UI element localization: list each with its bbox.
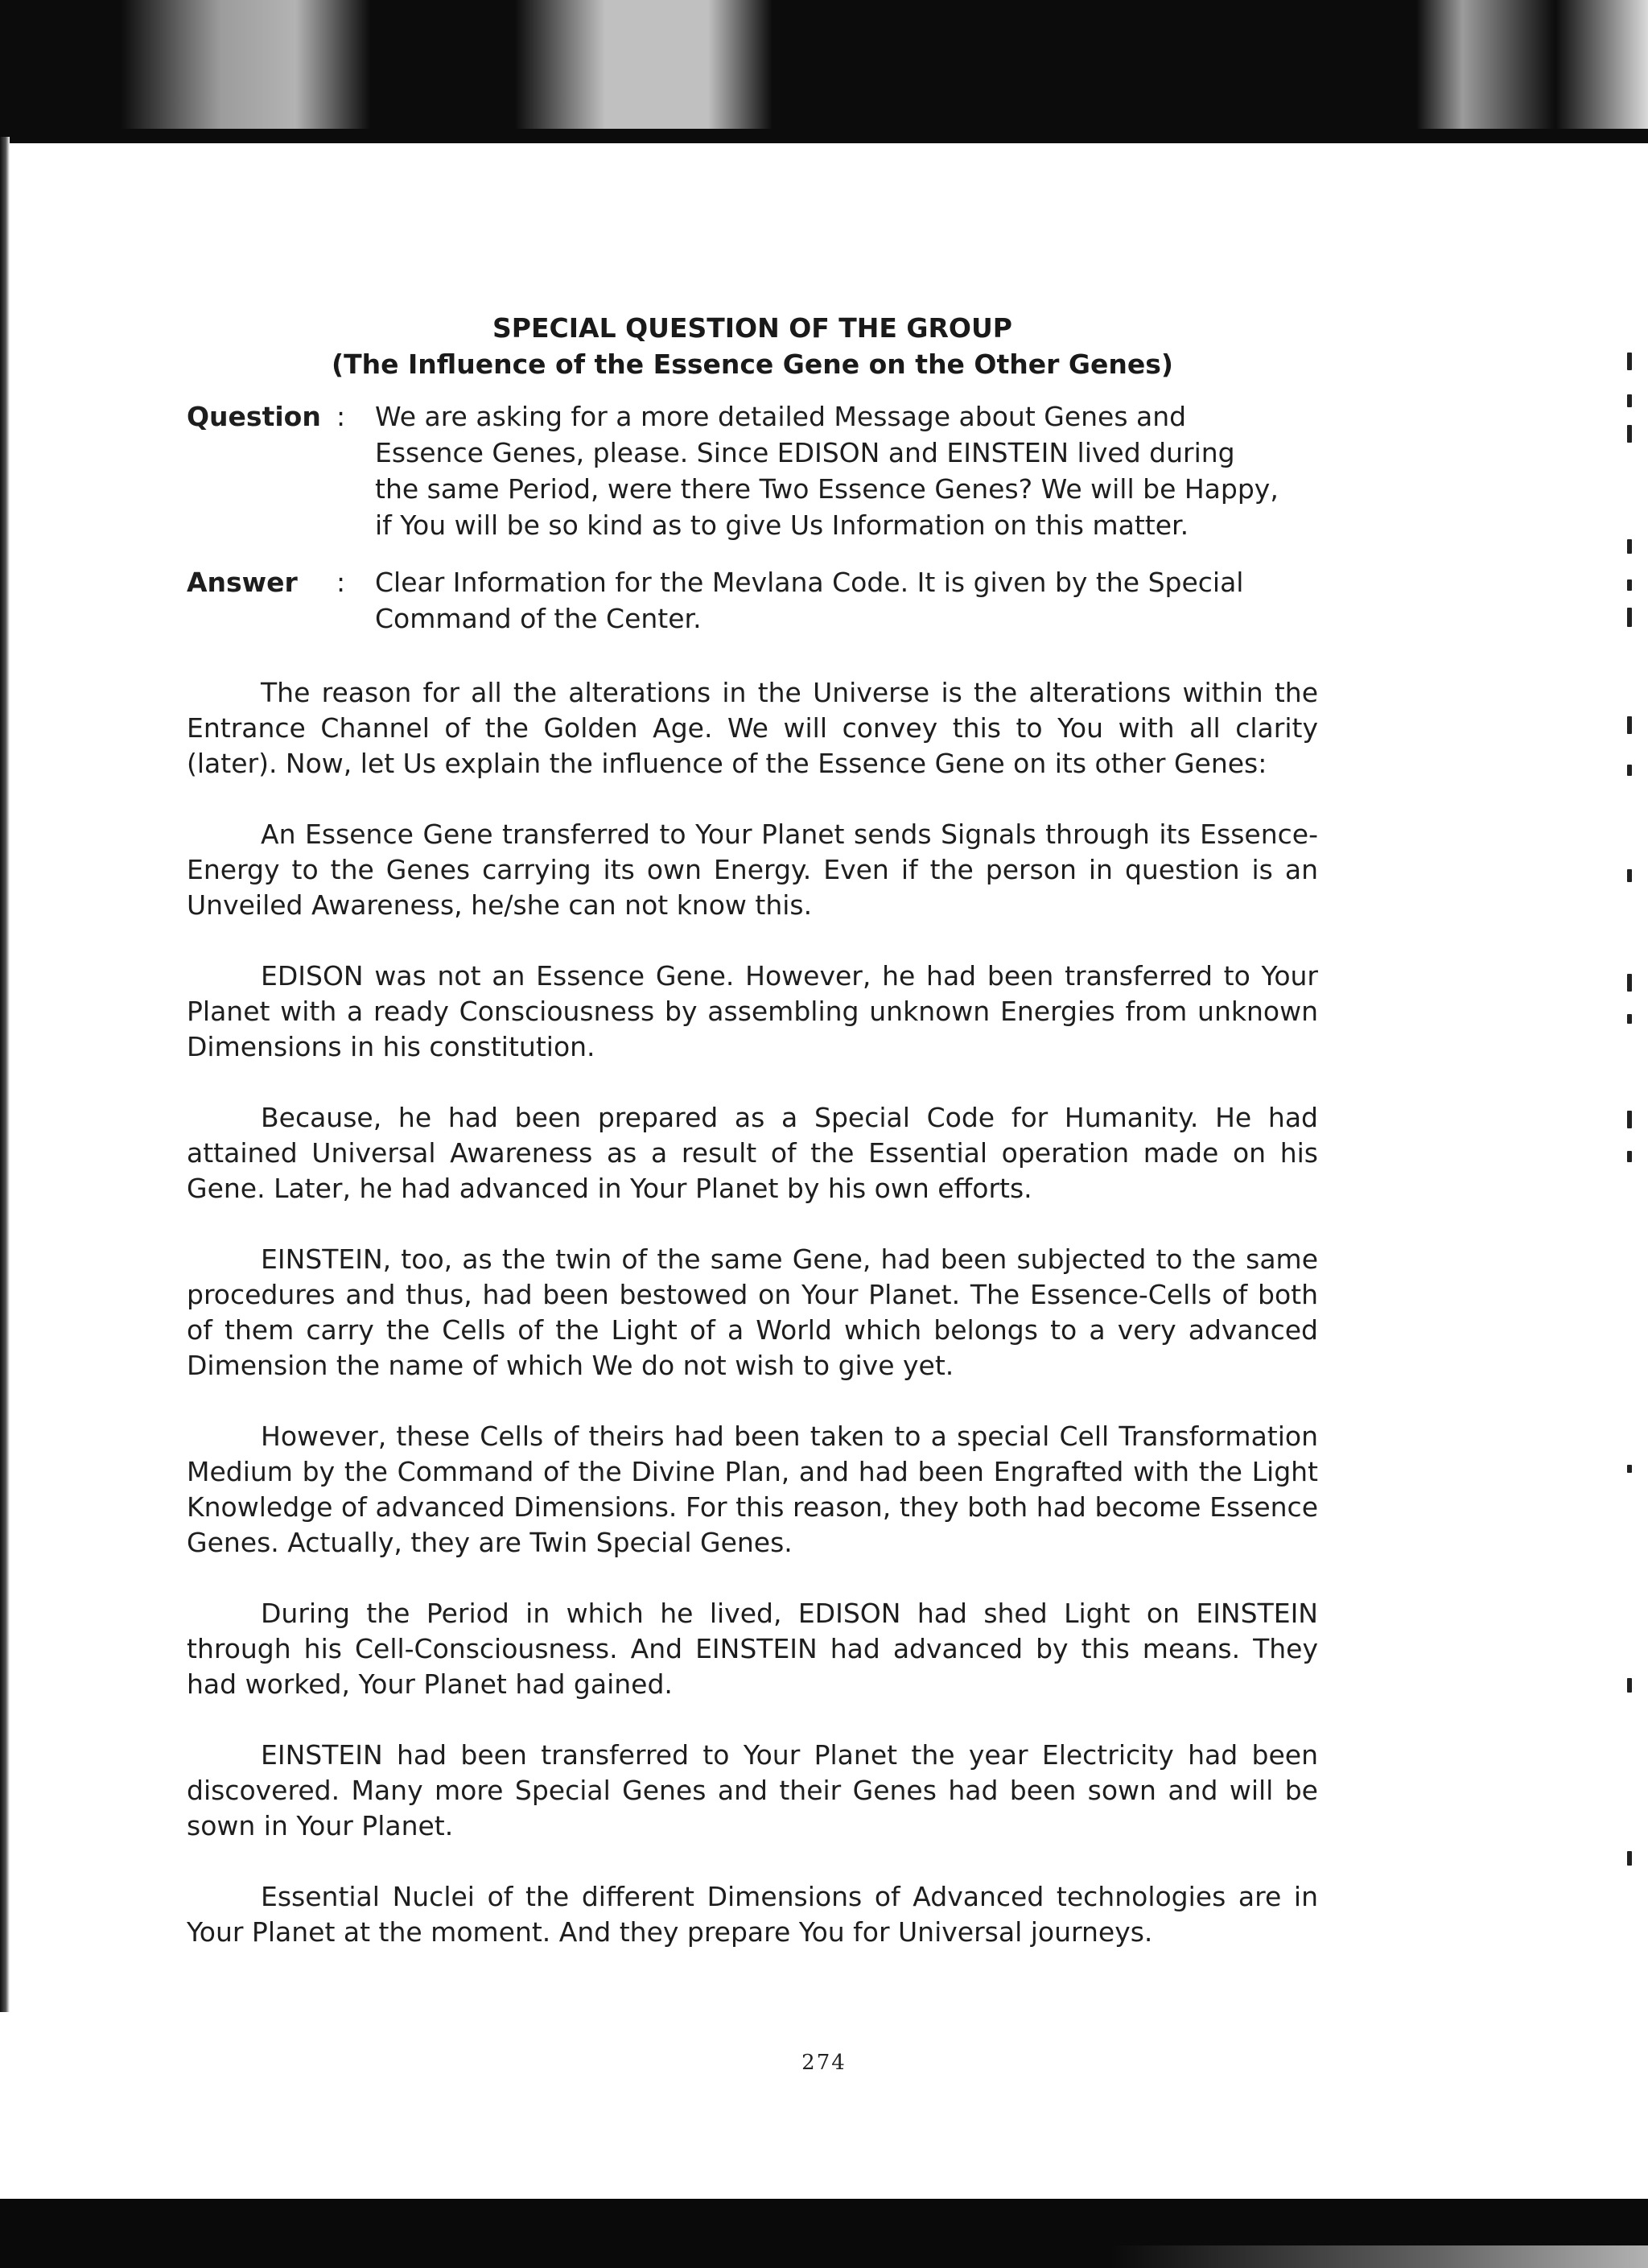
scan-bottom-fade (1110, 2245, 1648, 2268)
page-content (187, 310, 1318, 1986)
edge-mark (1627, 1465, 1632, 1473)
answer-label: Answer (187, 567, 298, 598)
edge-mark (1627, 608, 1632, 627)
scan-glare-right (1416, 0, 1648, 129)
edge-mark (1627, 765, 1632, 776)
heading-subtitle: (The Influence of the Essence Gene on the Other Genes) (332, 348, 1173, 380)
edge-mark (1627, 716, 1632, 734)
body-paragraph: However, these Cells of theirs had been taken to a special Cell Transformation Medium by the Command of the Divine Plan, and had been Engrafted with the Light Knowledge of advanced Dimensions. For this reason, they both had become Essence Genes. Actually, they are Twin Special Genes. (187, 1421, 1318, 1558)
edge-mark (1627, 869, 1632, 882)
edge-mark (1627, 539, 1632, 554)
edge-mark (1627, 353, 1632, 370)
edge-mark (1627, 394, 1632, 407)
scan-glare-left (121, 0, 370, 129)
body-paragraph: EDISON was not an Essence Gene. However, he had been transferred to Your Planet with a ready Consciousness by assembling unknown Energies from unknown Dimensions in his constitution. (187, 960, 1318, 1062)
scan-left-edge (0, 137, 10, 2012)
answer-colon: : (336, 567, 346, 598)
page-number: 274 (801, 2051, 847, 2075)
heading-title: SPECIAL QUESTION OF THE GROUP (492, 312, 1012, 344)
answer-label-cell (187, 564, 348, 637)
edge-mark (1627, 1014, 1632, 1024)
edge-mark (1627, 1678, 1632, 1693)
question-text: We are asking for a more detailed Message about Genes and Essence Genes, please. Since EDISON and EINSTEIN lived during the same Period, were there Two Essence Genes? We will be Happy, if You will be so kind as to give Us Information on this matter. (375, 401, 1279, 541)
question-label-cell (187, 398, 348, 543)
scan-top-border (0, 0, 1648, 143)
edge-mark (1627, 1111, 1632, 1128)
question-label: Question (187, 401, 321, 432)
body-paragraph: Because, he had been prepared as a Special Code for Humanity. He had attained Universal Awareness as a result of the Essential operation made on his Gene. Later, he had advanced in Your Planet by his own efforts. (187, 1102, 1318, 1204)
body-paragraph: EINSTEIN had been transferred to Your Planet the year Electricity had been discovered. Many more Special Genes and their Genes had been sown and will be sown in Your Planet. (187, 1739, 1318, 1841)
body-paragraph: Essential Nuclei of the different Dimensions of Advanced technologies are in Your Planet at the moment. And they prepare You for Universal journeys. (187, 1881, 1318, 1948)
body-paragraph: The reason for all the alterations in the Universe is the alterations within the Entrance Channel of the Golden Age. We will convey this to You with all clarity (later). Now, let Us explain the influence of the Essence Gene on its other Genes: (187, 677, 1318, 779)
question-block (187, 398, 1318, 543)
question-colon: : (336, 401, 346, 432)
body-paragraph: EINSTEIN, too, as the twin of the same Gene, had been subjected to the same procedures and thus, had been bestowed on Your Planet. The Essence-Cells of both of them carry the Cells of the Light of a World which belongs to a very advanced Dimension the name of which We do not wish to give yet. (187, 1243, 1318, 1381)
edge-mark (1627, 425, 1632, 443)
edge-mark (1627, 1851, 1632, 1866)
answer-text: Clear Information for the Mevlana Code. It is given by the Special Command of the Center. (375, 567, 1244, 634)
edge-mark (1627, 974, 1632, 992)
adjacent-page-edge (1627, 338, 1648, 2028)
section-heading (187, 310, 1318, 382)
answer-block (187, 564, 1318, 637)
scan-glare-center (515, 0, 772, 129)
body-paragraph: An Essence Gene transferred to Your Planet sends Signals through its Essence-Energy to the Genes carrying its own Energy. Even if the person in question is an Unveiled Awareness, he/she can not know this. (187, 819, 1318, 921)
edge-mark (1627, 1151, 1632, 1162)
body-paragraph: During the Period in which he lived, EDISON had shed Light on EINSTEIN through his Cell-Consciousness. And EINSTEIN had advanced by this means. They had worked, Your Planet had gained. (187, 1598, 1318, 1700)
edge-mark (1627, 579, 1632, 591)
